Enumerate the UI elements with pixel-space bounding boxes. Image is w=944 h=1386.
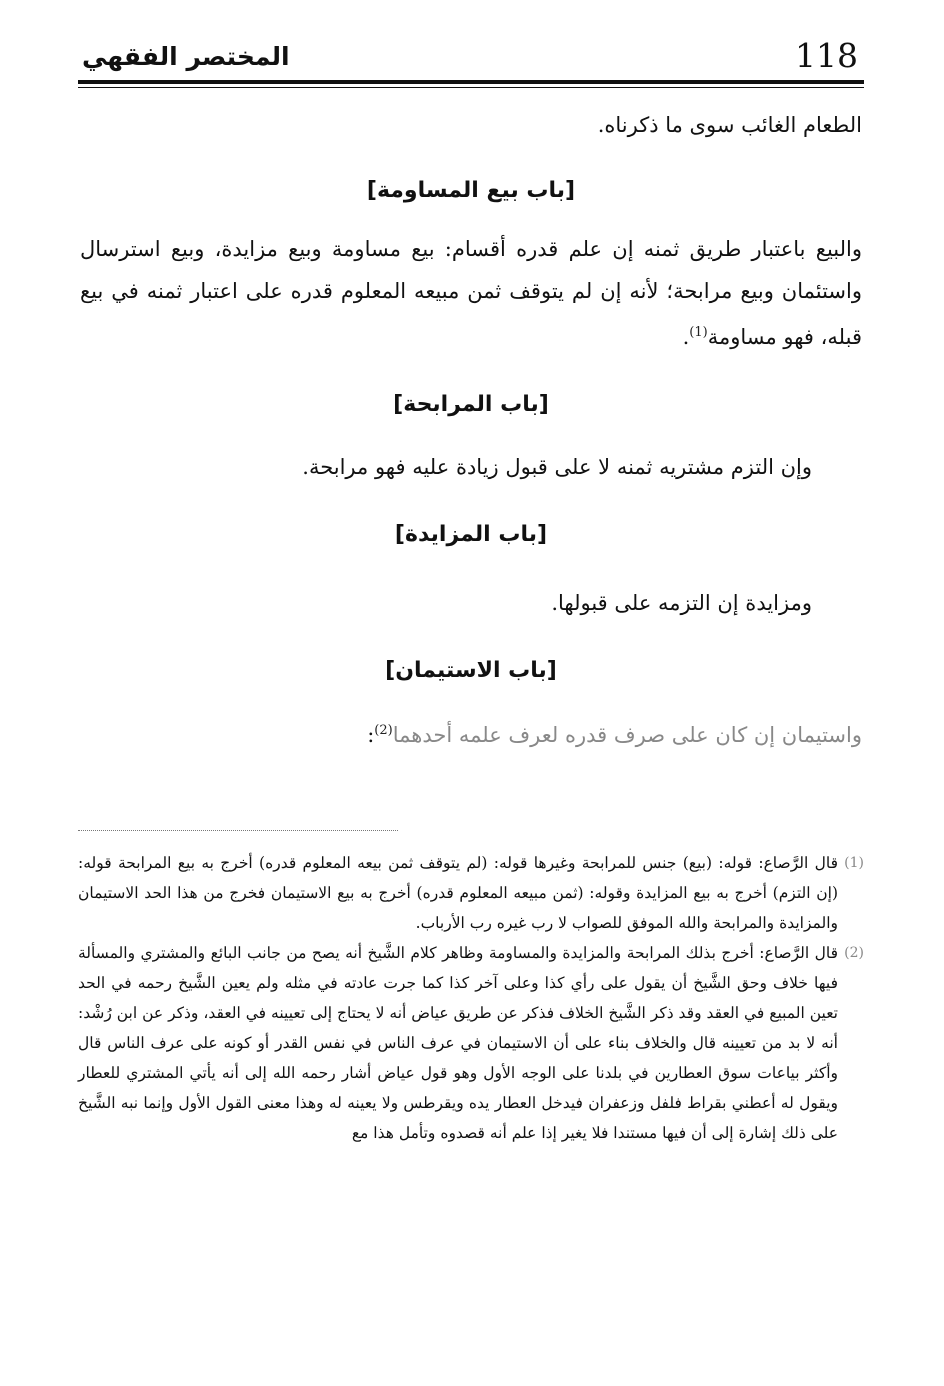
footnote-marker-1: (1) [844,855,864,871]
footnote-text-2: قال الرَّصاع: أخرج بذلك المرابحة والمزايدة والمساومة وظاهر كلام الشَّيخ أنه يصح من جانب البائع والمشتري والمسألة فيها خلاف وحق الشَّيخ أن يقول على رأي كذا وعلى آخر كذا كما جرت عادته في مثله ولم يعين الشَّيخ رحمه في الحد تعين المبيع في العقد وقد ذكر الشَّيخ الخلاف فذكر عن طريق عياض أنه لا يحتاج إلى تعيينه في العقد، وذكر عن ابن رُشْد: أنه لا بد من تعيينه قال والخلاف بناء على أن الاستيمان في عرف الناس في نفس القدر أو كونه على عرف الناس قال وأكثر بياعات سوق العطارين في بلدنا على الوجه الأول وهو قول عياض أشار رحمه الله إلى أنه يأتي المشتري للعطار ويقول له أعطني بقراط فلفل وزعفران فيدخل العطار يده ويقرطس ولا يعينه له وهذا معنى القول الأول وإنما نبه الشَّيخ على ذلك إشارة إلى أن فيها مستندا فلا يغير إذا علم أنه قصدوه وتأمل هذا مع [78,944,838,1142]
paragraph-istiman-end: : [367,723,375,747]
book-page [78,28,864,1358]
footnotes [78,848,864,1148]
paragraph-muzayada-text: ومزايدة إن التزمه على قبولها. [551,591,812,615]
footnote-2 [78,938,864,1148]
page-number: 118 [795,36,858,75]
paragraph-murabaha [78,446,864,488]
running-title: المختصر الفقهي [82,42,290,71]
header-rule-thick [78,80,864,84]
page-header [78,28,864,84]
paragraph-musawama [78,228,864,360]
heading-musawama: [باب بيع المساومة] [366,178,576,203]
paragraph-murabaha-text: وإن التزم مشتريه ثمنه لا على قبول زيادة عليه فهو مرابحة. [302,455,812,479]
main-text [78,104,864,834]
footnote-separator [78,830,398,831]
paragraph-muzayada [78,582,864,624]
heading-murabaha: [باب المرابحة] [393,392,549,417]
paragraph-musawama-end: . [682,325,690,349]
heading-istiman: [باب الاستيمان] [385,658,557,683]
paragraph-musawama-text: والبيع باعتبار طريق ثمنه إن علم قدره أقسام: بيع مساومة وبيع مزايدة، وبيع استرسال واستئمان وبيع مرابحة؛ لأنه إن لم يتوقف ثمن مبيعه المعلوم قدره على اعتبار ثمنه في بيع قبله، فهو مساومة [80,237,862,349]
paragraph-istiman [78,710,864,752]
paragraph-intro-text: الطعام الغائب سوى ما ذكرناه. [597,113,862,137]
footnote-ref-2[interactable]: (2) [374,723,393,738]
footnote-ref-1[interactable]: (1) [689,325,708,340]
footnote-text-1: قال الرَّصاع: قوله: (بيع) جنس للمرابحة وغيرها قوله: (لم يتوقف ثمن بيعه المعلوم قدره) أخرج به بيع المرابحة قوله: (إن التزم) أخرج به بيع المزايدة وقوله: (ثمن مبيعه المعلوم قدره) أخرج به بيع الاستيمان فخرج من هذا الحد الاستيمان والمزايدة والمرابحة والله الموفق للصواب لا رب غيره رب الأرباب. [78,854,838,932]
footnote-marker-2: (2) [844,945,864,961]
header-rule-thin [78,87,864,88]
paragraph-istiman-text: واستيمان إن كان على صرف قدره لعرف علمه أحدهما [392,723,862,747]
heading-muzayada: [باب المزايدة] [394,522,548,547]
paragraph-intro [78,104,864,148]
footnote-1 [78,848,864,938]
